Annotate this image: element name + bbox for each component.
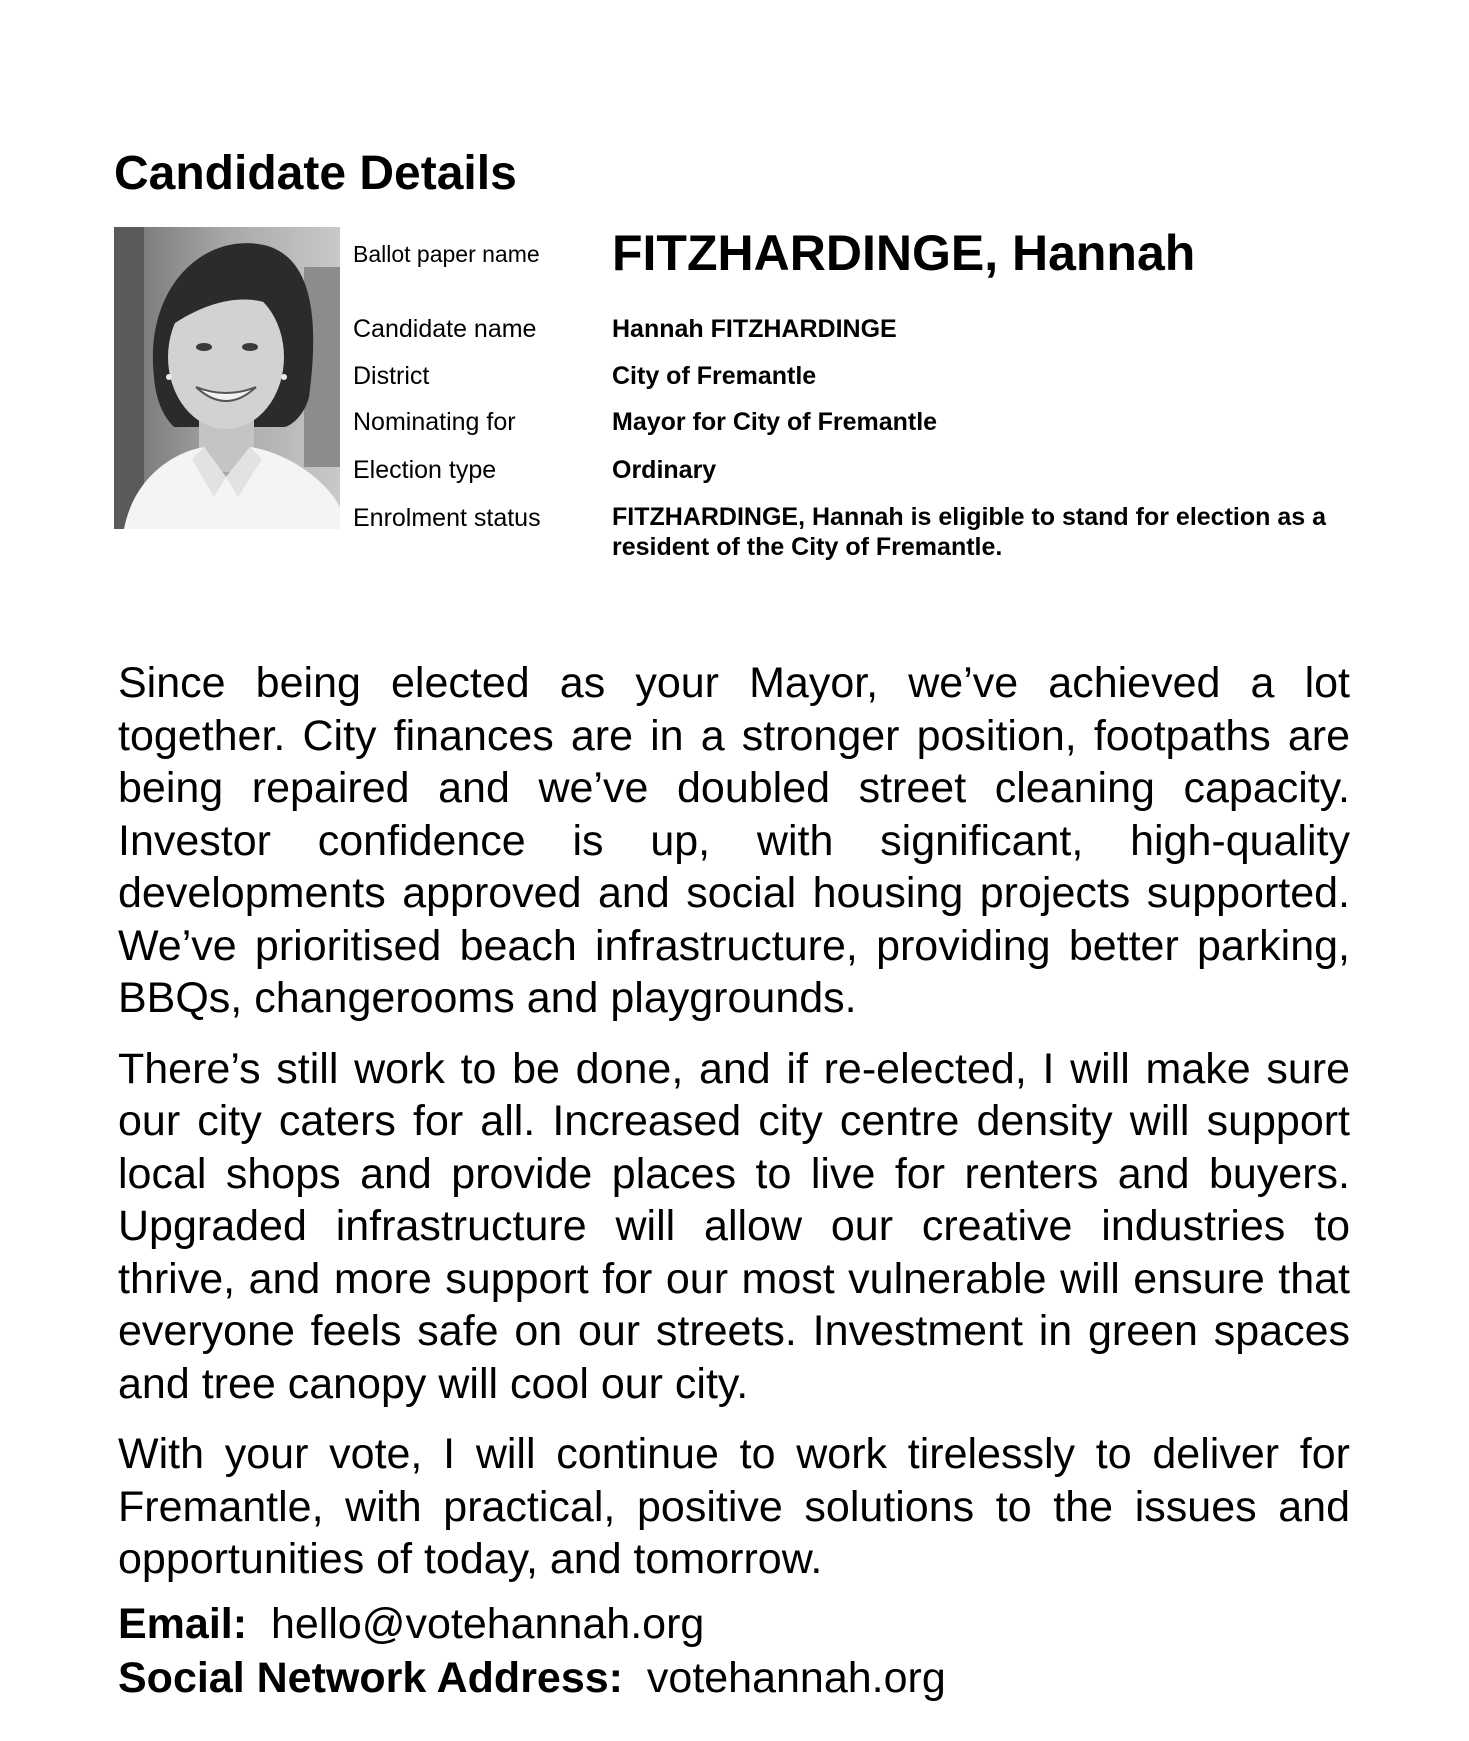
social-row [118,1651,946,1705]
district-value: City of Fremantle [612,362,817,390]
social-network-address: votehannah.org [646,1654,946,1702]
nominating-for-value: Mayor for City of Fremantle [612,408,938,436]
enrolment-status-label: Enrolment status [353,504,541,532]
enrolment-status-value: FITZHARDINGE, Hannah is eligible to stand for election as a resident of the City of Fremantle. [612,503,1326,561]
email-row [118,1597,946,1651]
candidate-name: Hannah FITZHARDINGE [612,315,897,343]
election-type-label: Election type [353,456,497,484]
nominating-for-label: Nominating for [353,408,516,436]
page-title: Candidate Details [114,147,517,200]
statement-paragraph: There’s still work to be done, and if re-elected, I will make sure our city caters for all. Increased city centre density will support local shops and provide places to live for renters and buyers. Upgraded infrastructure will allow our creative industries to thrive, and more support for our most vulnerable will ensure that everyone feels safe on our streets. Investment in green spaces and tree canopy will cool our city. [118,1044,1350,1408]
district-label: District [353,362,430,390]
candidate-statement [118,657,1350,1604]
candidate-photo [114,227,340,529]
statement-paragraph: Since being elected as your Mayor, we’ve achieved a lot together. City finances are in a stronger position, footpaths are being repaired and we’ve doubled street cleaning capacity. Investor confidence is up, with significant, high-quality developments approved and social housing projects supported. We’ve prioritised beach infrastructure, providing better parking, BBQs, changerooms and playgrounds. [118,659,1350,1022]
email-label: Email: [118,1600,248,1648]
ballot-paper-name-label: Ballot paper name [353,241,540,267]
candidate-name-label: Candidate name [353,315,537,343]
social-network-label: Social Network Address: [118,1654,623,1702]
statement-paragraph: With your vote, I will continue to work tirelessly to deliver for Fremantle, with practical, positive solutions to the issues and opportunities of today, and tomorrow. [118,1430,1350,1583]
ballot-paper-name: FITZHARDINGE, Hannah [612,225,1196,281]
election-type-value: Ordinary [612,456,717,484]
contact-details [118,1597,946,1705]
email-address: hello@votehannah.org [270,1600,705,1648]
